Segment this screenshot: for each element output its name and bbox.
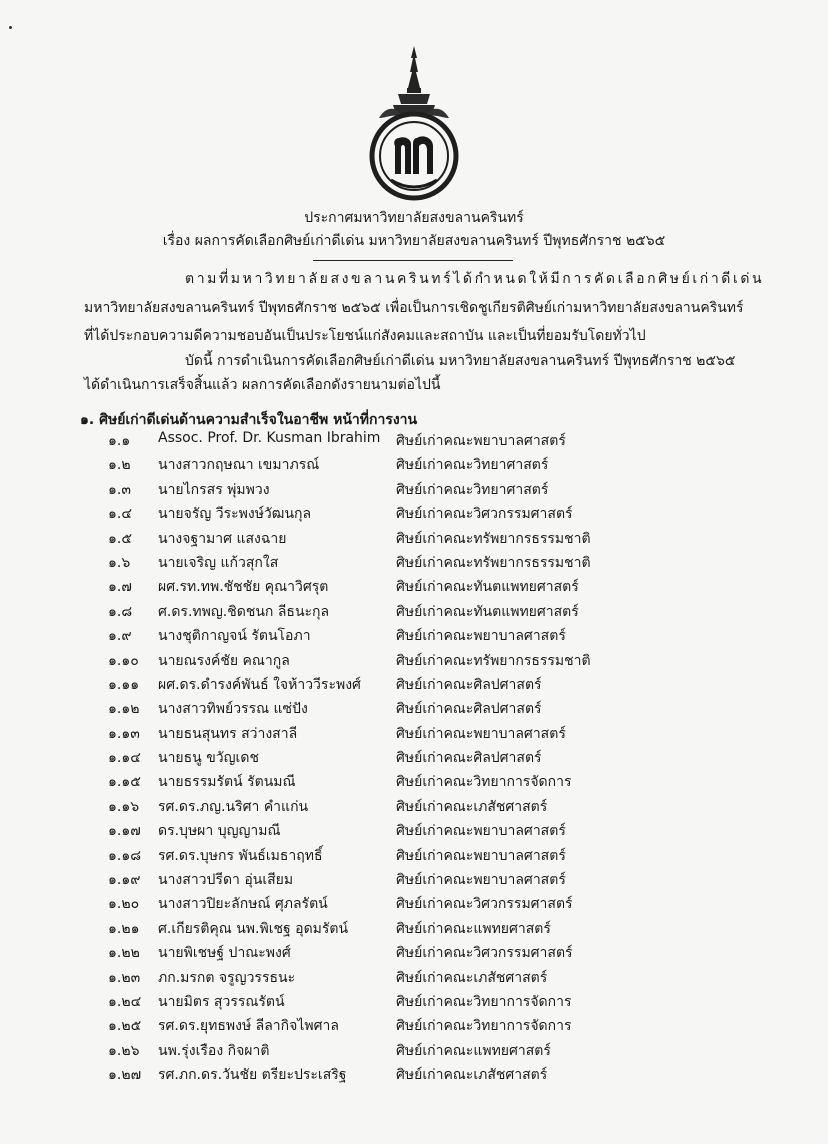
faculty-label: ศิษย์เก่าคณะทรัพยากรธรรมชาติ <box>396 530 591 547</box>
awardee-name: ผศ.ดร.ดำรงค์พันธ์ ใจห้าววีระพงศ์ <box>158 676 361 693</box>
item-number: ๑.๒๑ <box>108 920 140 937</box>
item-number: ๑.๒๖ <box>108 1042 140 1059</box>
awardee-name: นางสาวกฤษณา เขมาภรณ์ <box>158 457 320 474</box>
list-item <box>0 942 828 966</box>
item-number: ๑.๑๒ <box>108 701 140 718</box>
faculty-label: ศิษย์เก่าคณะวิศวกรรมศาสตร์ <box>396 945 573 962</box>
faculty-label: ศิษย์เก่าคณะพยาบาลศาสตร์ <box>396 872 566 889</box>
item-number: ๑.๒๗ <box>108 1067 142 1084</box>
faculty-label: ศิษย์เก่าคณะวิศวกรรมศาสตร์ <box>396 506 573 523</box>
awardee-name: นายธรรมรัตน์ รัตนมณี <box>158 774 296 791</box>
item-number: ๑.๔ <box>108 506 132 523</box>
item-number: ๑.๑๕ <box>108 774 141 791</box>
list-item <box>0 601 828 625</box>
item-number: ๑.๒๕ <box>108 1018 142 1035</box>
awardee-name: ผศ.รท.ทพ.ชัชชัย คุณาวิศรุต <box>158 579 329 596</box>
list-item <box>0 1064 828 1088</box>
awardee-name: นายธนสุนทร สว่างสาลี <box>158 725 298 742</box>
faculty-label: ศิษย์เก่าคณะวิทยาศาสตร์ <box>396 457 549 474</box>
awardee-name: ศ.เกียรติคุณ นพ.พิเชฐ อุดมรัตน์ <box>158 920 349 937</box>
item-number: ๑.๓ <box>108 481 131 498</box>
list-item <box>0 1015 828 1039</box>
paragraph-2-line-2: ได้ดำเนินการเสร็จสิ้นแล้ว ผลการคัดเลือกดังรายนามต่อไปนี้ <box>84 377 441 393</box>
list-item <box>0 967 828 991</box>
faculty-label: ศิษย์เก่าคณะเภสัชศาสตร์ <box>396 969 548 986</box>
list-item <box>0 479 828 503</box>
list-item <box>0 1040 828 1064</box>
section-1-heading: ๑. ศิษย์เก่าดีเด่นด้านความสำเร็จในอาชีพ หน้าที่การงาน <box>80 412 418 428</box>
announcement-subject: เรื่อง ผลการคัดเลือกศิษย์เก่าดีเด่น มหาวิทยาลัยสงขลานครินทร์ ปีพุทธศักราช ๒๕๖๕ <box>162 233 666 249</box>
faculty-label: ศิษย์เก่าคณะศิลปศาสตร์ <box>396 701 542 718</box>
awardee-name: นายไกรสร พุ่มพวง <box>158 481 270 498</box>
awardee-name: นายณรงค์ชัย คณากูล <box>158 652 290 669</box>
paragraph-1-line-1: ตามที่มหาวิทยาลัยสงขลานครินทร์ได้กำหนดให้มีการคัดเลือกศิษย์เก่าดีเด่น <box>185 271 765 287</box>
item-number: ๑.๖ <box>108 554 131 571</box>
paragraph-1-line-2: มหาวิทยาลัยสงขลานครินทร์ ปีพุทธศักราช ๒๕๖๕ เพื่อเป็นการเชิดชูเกียรติศิษย์เก่ามหาวิทยาลัยสงขลานครินทร์ <box>84 300 744 316</box>
awardee-name: ดร.บุษผา บุญญามณี <box>158 823 281 840</box>
list-item <box>0 869 828 893</box>
list-item <box>0 845 828 869</box>
faculty-label: ศิษย์เก่าคณะพยาบาลศาสตร์ <box>396 823 566 840</box>
list-item <box>0 820 828 844</box>
faculty-label: ศิษย์เก่าคณะทันตแพทยศาสตร์ <box>396 579 579 596</box>
awardee-name: Assoc. Prof. Dr. Kusman Ibrahim <box>158 430 381 446</box>
item-number: ๑.๗ <box>108 579 132 596</box>
university-seal-emblem <box>365 44 463 202</box>
list-item <box>0 918 828 942</box>
awardee-name: รศ.ดร.บุษกร พันธ์เมธาฤทธิ์ <box>158 847 323 864</box>
item-number: ๑.๒๔ <box>108 993 142 1010</box>
faculty-label: ศิษย์เก่าคณะพยาบาลศาสตร์ <box>396 433 566 449</box>
awardee-name: นางสาวปรีดา อุ่นเสียม <box>158 872 294 889</box>
faculty-label: ศิษย์เก่าคณะทรัพยากรธรรมชาติ <box>396 554 591 571</box>
awardee-name: ศ.ดร.ทพญ.ชิดชนก ลีธนะกุล <box>158 603 330 620</box>
faculty-label: ศิษย์เก่าคณะพยาบาลศาสตร์ <box>396 847 566 864</box>
item-number: ๑.๒ <box>108 457 131 474</box>
list-item <box>0 454 828 478</box>
awardee-name: นางสาวปิยะลักษณ์ ศุภลรัตน์ <box>158 896 328 913</box>
list-item <box>0 796 828 820</box>
item-number: ๑.๘ <box>108 603 133 620</box>
faculty-label: ศิษย์เก่าคณะพยาบาลศาสตร์ <box>396 725 566 742</box>
list-item <box>0 552 828 576</box>
scan-speck <box>9 26 12 29</box>
item-number: ๑.๑๘ <box>108 847 142 864</box>
faculty-label: ศิษย์เก่าคณะทรัพยากรธรรมชาติ <box>396 652 591 669</box>
faculty-label: ศิษย์เก่าคณะศิลปศาสตร์ <box>396 676 542 693</box>
awardee-name: นางสาวทิพย์วรรณ แซ่ปัง <box>158 701 308 718</box>
title-divider <box>313 260 513 261</box>
item-number: ๑.๑๓ <box>108 725 140 742</box>
awardee-name: นายเจริญ แก้วสุกใส <box>158 554 279 571</box>
awardee-name: รศ.ดร.ยุทธพงษ์ ลีลากิจไพศาล <box>158 1018 339 1035</box>
faculty-label: ศิษย์เก่าคณะศิลปศาสตร์ <box>396 750 542 767</box>
list-item <box>0 674 828 698</box>
list-item <box>0 625 828 649</box>
list-item <box>0 576 828 600</box>
list-item <box>0 747 828 771</box>
faculty-label: ศิษย์เก่าคณะวิทยาการจัดการ <box>396 1018 572 1035</box>
item-number: ๑.๑๔ <box>108 750 141 767</box>
awardee-name: นายพิเชษฐ์ ปาณะพงศ์ <box>158 945 291 962</box>
faculty-label: ศิษย์เก่าคณะเภสัชศาสตร์ <box>396 1067 548 1084</box>
item-number: ๑.๑๖ <box>108 798 140 815</box>
awardee-name: นายมิตร สุวรรณรัตน์ <box>158 993 285 1010</box>
list-item <box>0 650 828 674</box>
paragraph-1-line-3: ที่ได้ประกอบความดีความชอบอันเป็นประโยชน์แก่สังคมและสถาบัน และเป็นที่ยอมรับโดยทั่วไป <box>84 328 646 344</box>
faculty-label: ศิษย์เก่าคณะเภสัชศาสตร์ <box>396 798 548 815</box>
item-number: ๑.๑๑ <box>108 676 140 693</box>
awardee-name: นายจรัญ วีระพงษ์วัฒนกุล <box>158 506 312 523</box>
awardee-name: นพ.รุ่งเรือง กิจผาติ <box>158 1042 270 1059</box>
item-number: ๑.๒๐ <box>108 896 140 913</box>
awardee-name: นางชุติกาญจน์ รัตนโอภา <box>158 628 311 645</box>
faculty-label: ศิษย์เก่าคณะวิทยาการจัดการ <box>396 774 572 791</box>
faculty-label: ศิษย์เก่าคณะวิทยาการจัดการ <box>396 993 572 1010</box>
item-number: ๑.๑๙ <box>108 872 141 889</box>
list-item <box>0 893 828 917</box>
paragraph-2-line-1: บัดนี้ การดำเนินการคัดเลือกศิษย์เก่าดีเด่น มหาวิทยาลัยสงขลานครินทร์ ปีพุทธศักราช ๒๕๖๕ <box>185 353 736 369</box>
faculty-label: ศิษย์เก่าคณะแพทยศาสตร์ <box>396 1042 551 1059</box>
item-number: ๑.๒๓ <box>108 969 141 986</box>
list-item <box>0 698 828 722</box>
faculty-label: ศิษย์เก่าคณะวิทยาศาสตร์ <box>396 481 549 498</box>
list-item <box>0 771 828 795</box>
item-number: ๑.๑ <box>108 433 131 449</box>
list-item <box>0 503 828 527</box>
awardee-name: รศ.ดร.ภญ.นริศา คำแก่น <box>158 798 309 815</box>
item-number: ๑.๑๐ <box>108 652 139 669</box>
faculty-label: ศิษย์เก่าคณะแพทยศาสตร์ <box>396 920 551 937</box>
faculty-label: ศิษย์เก่าคณะวิศวกรรมศาสตร์ <box>396 896 573 913</box>
awardee-name: รศ.ภก.ดร.วันชัย ตรียะประเสริฐ <box>158 1067 347 1084</box>
item-number: ๑.๙ <box>108 628 132 645</box>
faculty-label: ศิษย์เก่าคณะพยาบาลศาสตร์ <box>396 628 566 645</box>
list-item <box>0 991 828 1015</box>
list-item <box>0 723 828 747</box>
awardee-list <box>0 430 828 1089</box>
list-item <box>0 430 828 454</box>
awardee-name: นายธนู ขวัญเดช <box>158 750 259 767</box>
announcement-title: ประกาศมหาวิทยาลัยสงขลานครินทร์ <box>304 210 524 226</box>
faculty-label: ศิษย์เก่าคณะทันตแพทยศาสตร์ <box>396 603 579 620</box>
item-number: ๑.๑๗ <box>108 823 141 840</box>
awardee-name: ภก.มรกต จรูญวรรธนะ <box>158 969 296 986</box>
awardee-name: นางจฐามาศ แสงฉาย <box>158 530 287 547</box>
item-number: ๑.๕ <box>108 530 132 547</box>
item-number: ๑.๒๒ <box>108 945 140 962</box>
list-item <box>0 528 828 552</box>
